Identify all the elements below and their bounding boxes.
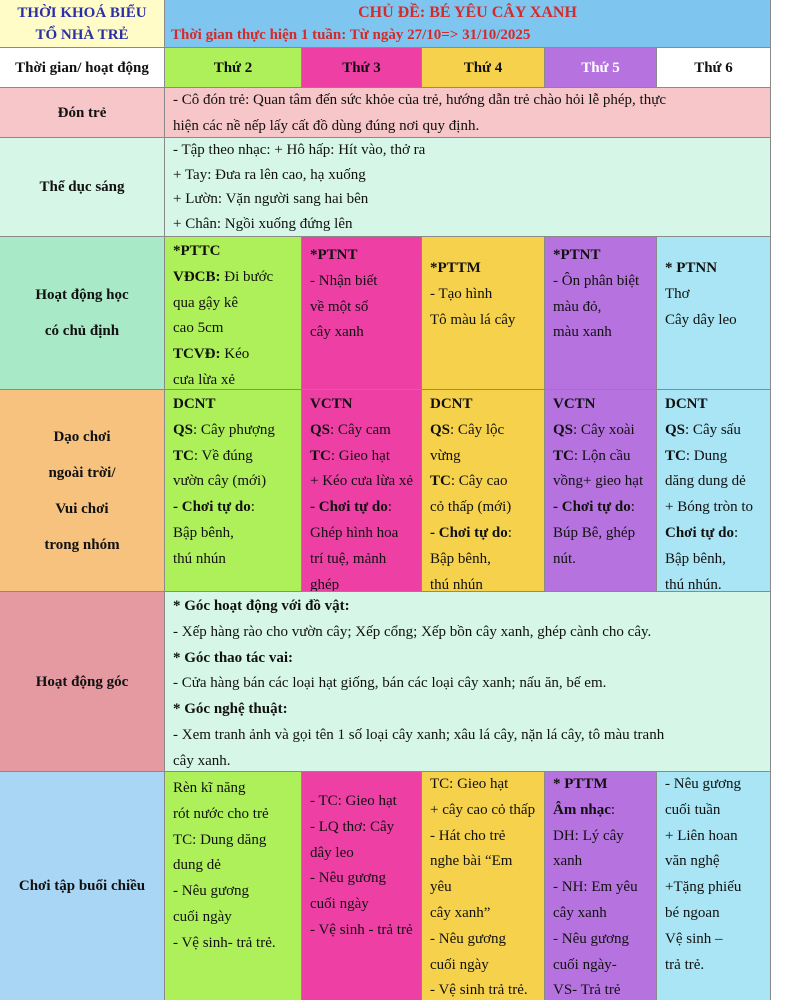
hoc-tue [302,237,422,390]
text-line: + Kéo cưa lừa xẻ [310,473,414,490]
text-line: văn nghệ [665,853,720,870]
text-line: Rèn kĩ năng [173,780,246,796]
text-line: - Nêu gương [430,930,507,947]
text-line: Chơi tự do: [665,524,739,541]
text-line: - Hát cho trẻ [430,827,506,844]
text-line: cuối tuần [665,801,721,818]
choi-tap-thu [545,772,657,1000]
hoc-mon [165,237,302,390]
text-line: vồng+ gieo hạt [553,473,644,490]
text-line: QS: Cây cam [310,421,391,438]
text-line: cây xanh. [173,752,231,769]
column-header-time-activity [0,48,165,88]
text-line: Cây dây leo [665,311,737,328]
activity-head: VCTN [310,396,353,412]
text-line: nút. [553,550,576,567]
day-label: Thứ 4 [463,59,503,76]
text-line: - Chơi tự do: [310,499,392,516]
text-line: nghe bài “Em [430,853,513,870]
subject-head: *PTTC [173,243,221,259]
title-cell [0,0,165,48]
text-line: cuối ngày [430,956,489,973]
row-label-line: trong nhóm [44,536,120,553]
text-line: - LQ thơ: Cây [310,818,395,835]
text-line: - Chơi tự do: [173,499,255,516]
text-line: xanh [553,853,583,870]
hoc-wed [422,237,545,390]
hoc-thu [545,237,657,390]
text-line: cuối ngày [173,908,232,925]
text-line: thú nhún. [665,576,722,592]
corner-title: * Góc thao tác vai: [173,649,293,666]
text-line: TCVĐ: Kéo [173,346,250,363]
day-header-fri [657,48,771,88]
row-label-hoat-dong-goc [0,592,165,772]
text-line: vườn cây (mới) [173,473,267,490]
text-line: + Bóng tròn to [665,499,754,516]
day-label: Thứ 2 [213,59,253,76]
row-label: Chơi tập buổi chiều [18,878,146,894]
text-line: QS: Cây lộc [430,421,505,438]
text-line: VĐCB: Đi bước [173,268,274,285]
text-line: - Vệ sinh trả trẻ. [430,982,528,999]
dao-choi-tue [302,390,422,592]
choi-tap-tue [302,772,422,1000]
activity-head: DCNT [173,396,216,412]
row-label-hoat-dong-hoc [0,237,165,390]
text-line: cỏ thấp (mới) [430,499,512,516]
text-line: cuối ngày- [553,956,617,973]
dao-choi-fri [657,390,771,592]
column-header-label: Thời gian/ hoạt động [15,59,149,76]
row-label-line: Vui chơi [55,500,109,517]
row-label: Hoạt động góc [35,673,129,690]
text-line: Tô màu lá cây [430,311,516,328]
text-line: Âm nhạc: [553,801,616,818]
row-label-line: có chủ định [44,323,120,339]
text-line: rót nước cho trẻ [173,805,269,822]
text-line: Bập bênh, [430,550,491,567]
text-line: - Vệ sinh - trả trẻ [310,921,413,938]
duration-text: Thời gian thực hiện 1 tuần: Từ ngày 27/10=> 31/10/2025 [171,27,531,43]
choi-tap-mon [165,772,302,1000]
day-label: Thứ 3 [342,59,381,76]
row-label-don-tre [0,88,165,138]
corner-title: * Góc hoạt động với đồ vật: [173,598,350,614]
text-line: cưa lừa xẻ [173,371,236,388]
text-line: QS: Cây phượng [173,421,275,438]
text-line: - Tạo hình [430,285,493,302]
text-line: - Nêu gương [310,870,387,887]
text-line: Búp Bê, ghép [553,524,636,541]
text-line: - Vệ sinh- trả trẻ. [173,934,276,951]
text-line: Thơ [665,285,690,302]
the-duc-content [165,138,771,237]
text-line: + Tay: Đưa ra lên cao, hạ xuống [173,166,366,183]
text-line: - Xếp hàng rào cho vườn cây; Xếp cổng; Xếp bồn cây xanh, ghép cành cho cây. [173,623,652,640]
subject-head: *PTNT [310,247,358,263]
text-line: - Nêu gương [665,776,742,792]
text-line: hiện các nề nếp lấy cất đồ dùng đúng nơi quy định. [173,117,480,134]
text-line: + Liên hoan [665,827,738,844]
text-line: về một số [310,298,369,315]
text-line: ghép [310,576,340,592]
choi-tap-fri [657,772,771,1000]
text-line: thú nhún [430,576,483,592]
row-label-line: ngoài trời/ [48,464,116,481]
text-line: - Chơi tự do: [553,499,635,516]
text-line: VS- Trả trẻ [553,982,621,999]
text-line: cây xanh [310,324,364,341]
text-line: dung dẻ [173,857,221,874]
choi-tap-wed [422,772,545,1000]
don-tre-content [165,88,771,138]
text-line: Ghép hình hoa [310,524,399,541]
text-line: - TC: Gieo hạt [310,793,397,809]
dao-choi-wed [422,390,545,592]
text-line: vừng [430,447,461,464]
activity-head: VCTN [553,396,596,412]
text-line: yêu [430,879,452,896]
text-line: màu xanh [553,324,612,341]
text-line: màu đỏ, [553,298,602,315]
text-line: DH: Lý cây [553,827,624,844]
text-line: - Cửa hàng bán các loại hạt giống, bán các loại cây xanh; nấu ăn, bế em. [173,675,607,692]
text-line: TC: Cây cao [430,473,508,490]
text-line: dăng dung dẻ [665,473,746,490]
row-label-dao-choi [0,390,165,592]
corner-title: * Góc nghệ thuật: [173,701,288,718]
text-line: - Nêu gương [553,930,630,947]
title-line-1: THỜI KHOÁ BIỂU [17,5,147,21]
day-header-wed [422,48,545,88]
row-label-line: Dạo chơi [53,428,111,445]
subject-head: * PTNN [665,260,718,276]
text-line: QS: Cây sấu [665,421,741,438]
row-label: Đón trẻ [57,104,107,121]
text-line: - Cô đón trẻ: Quan tâm đến sức khỏe của trẻ, hướng dẫn trẻ chào hỏi lễ phép, thực [173,92,667,108]
text-line: +Tặng phiếu [665,879,742,896]
text-line: - NH: Em yêu [553,879,638,896]
day-header-thu [545,48,657,88]
text-line: Vệ sinh – [665,930,723,947]
text-line: + Chân: Ngồi xuống đứng lên [173,215,353,232]
text-line: thú nhún [173,550,226,567]
text-line: + cây cao cỏ thấp [430,801,536,818]
text-line: trả trẻ. [665,956,705,973]
text-line: cây xanh [553,904,607,921]
subject-head: *PTNT [553,247,601,263]
text-line: - Xem tranh ảnh và gọi tên 1 số loại cây xanh; xâu lá cây, nặn lá cây, tô màu tranh [173,726,665,743]
text-line: QS: Cây xoài [553,421,635,438]
hoat-dong-goc-content [165,592,771,772]
dao-choi-thu [545,390,657,592]
text-line: trí tuệ, mảnh [310,550,387,567]
text-line: + Lườn: Vặn người sang hai bên [173,191,369,207]
text-line: bé ngoan [665,904,720,921]
hoc-fri [657,237,771,390]
text-line: * PTTM [553,776,608,792]
title-line-2: TỔ NHÀ TRẺ [35,27,129,43]
text-line: TC: Gieo hạt [310,447,390,464]
day-header-tue [302,48,422,88]
text-line: TC: Gieo hạt [430,776,509,792]
text-line: - Tập theo nhạc: + Hô hấp: Hít vào, thở ra [173,142,426,158]
text-line: - Chơi tự do: [430,524,512,541]
dao-choi-mon [165,390,302,592]
text-line: Bập bênh, [665,550,726,567]
theme-banner [165,0,771,48]
text-line: cây xanh” [430,904,491,921]
text-line: Bập bênh, [173,524,234,541]
row-label-line: Hoạt động học [35,287,129,303]
row-label: Thể dục sáng [39,179,125,195]
text-line: TC: Dung dăng [173,831,267,848]
text-line: dây leo [310,844,354,861]
subject-head: *PTTM [430,260,481,276]
theme-title: CHỦ ĐỀ: BÉ YÊU CÂY XANH [358,4,577,21]
text-line: qua gậy kê [173,294,238,311]
text-line: - Nhận biết [310,272,378,289]
activity-head: DCNT [430,396,473,412]
text-line: TC: Dung [665,447,728,464]
text-line: - Ôn phân biệt [553,272,640,289]
text-line: cuối ngày [310,896,369,913]
row-label-choi-tap-buoi-chieu [0,772,165,1000]
text-line: - Nêu gương [173,883,250,900]
text-line: TC: Lộn cầu [553,447,631,464]
day-label: Thứ 6 [694,59,733,76]
day-label: Thứ 5 [581,59,620,76]
text-line: cao 5cm [173,320,224,337]
text-line: TC: Về đúng [173,447,253,464]
day-header-mon [165,48,302,88]
activity-head: DCNT [665,396,708,412]
row-label-the-duc-sang [0,138,165,237]
